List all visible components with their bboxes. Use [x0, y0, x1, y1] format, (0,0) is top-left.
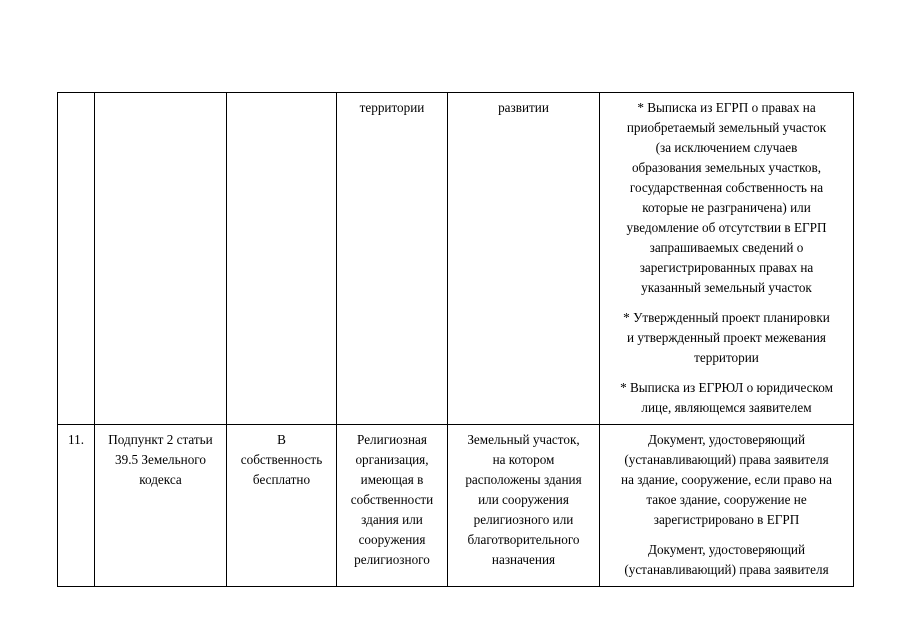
document-item: * Выписка из ЕГРЮЛ о юридическом лице, являющемся заявителем: [620, 380, 833, 415]
table-row-11: [58, 425, 854, 587]
document-item: * Утвержденный проект планировки и утвержденный проект межевания территории: [623, 310, 830, 365]
documents-cell: [600, 425, 854, 587]
basis-cell: [95, 93, 227, 425]
applicant-cell: территории: [337, 93, 448, 425]
row-number-cell: [58, 93, 95, 425]
right-type-cell: В собственность бесплатно: [227, 425, 337, 587]
plot-cell: Земельный участок, на котором расположены здания или сооружения религиозного или благотворительного назначения: [448, 425, 600, 587]
document-item: Документ, удостоверяющий (устанавливающий) права заявителя на здание, сооружение, если право на такое здание, сооружение не зарегистрировано в ЕГРП: [621, 432, 832, 527]
documents-cell: [600, 93, 854, 425]
document-item: * Выписка из ЕГРП о правах на приобретаемый земельный участок (за исключением случаев образования земельных участков, государственная собственность на которые не разграничена) или уведомление об отсутствии в ЕГРП запрашиваемых сведений о зарегистрированных правах на указанный земельный участок: [626, 100, 827, 295]
row-number-cell: 11.: [58, 425, 95, 587]
applicant-cell: Религиозная организация, имеющая в собственности здания или сооружения религиозного: [337, 425, 448, 587]
document-table: [57, 92, 854, 587]
basis-cell: Подпункт 2 статьи 39.5 Земельного кодекса: [95, 425, 227, 587]
document-item: Документ, удостоверяющий (устанавливающий) права заявителя: [624, 542, 829, 577]
table-row-continuation: [58, 93, 854, 425]
right-type-cell: [227, 93, 337, 425]
plot-cell: развитии: [448, 93, 600, 425]
